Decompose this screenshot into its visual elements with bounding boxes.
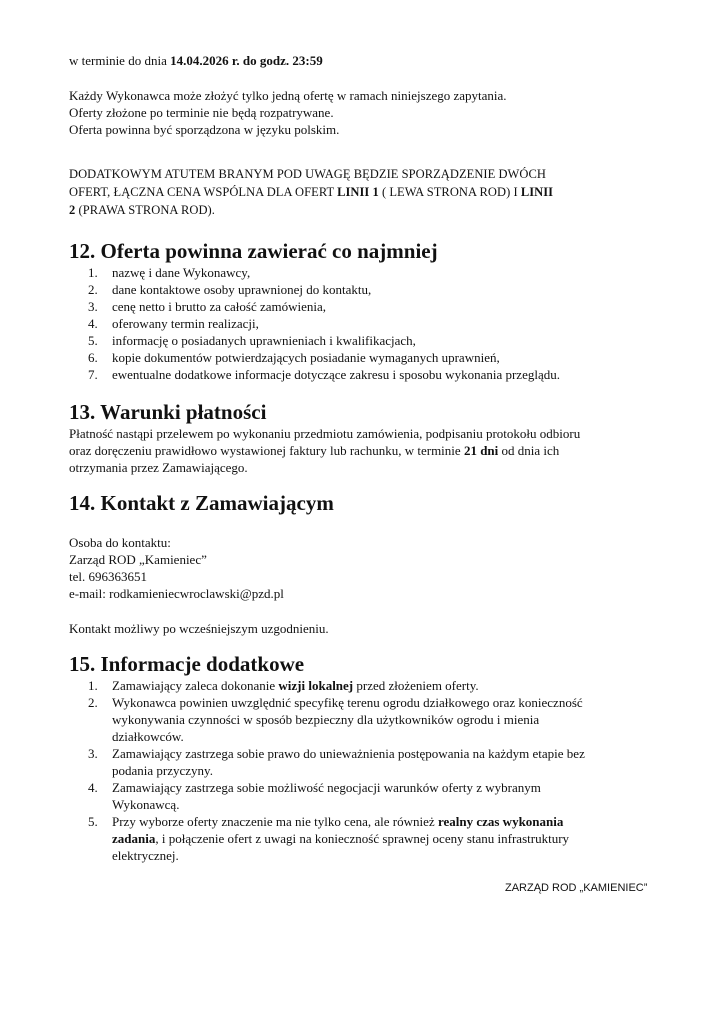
list-item — [69, 315, 560, 332]
list-item-number: 1. — [88, 678, 98, 693]
contact-phone: tel. 696363651 — [69, 569, 147, 584]
list-item-number: 5. — [88, 333, 98, 348]
list-item-number: 5. — [88, 814, 98, 829]
list-item-number: 4. — [88, 316, 98, 331]
section-15-heading: 15. Informacje dodatkowe — [69, 652, 305, 676]
bonus-note-text-c: (PRAWA STRONA ROD). — [75, 203, 215, 217]
execution-time-emphasis: realny czas wykonania — [437, 814, 564, 829]
payment-line-2 — [69, 442, 559, 459]
bonus-note-text-a: OFERT, ŁĄCZNA CENA WSPÓLNA DLA OFERT — [69, 185, 338, 199]
list-item-text: elektrycznej. — [112, 848, 179, 863]
list-item-text: Zamawiający zaleca dokonanie — [112, 678, 279, 693]
list-item-text: kopie dokumentów potwierdzających posiadanie wymaganych uprawnień, — [112, 350, 500, 365]
list-item — [69, 332, 560, 349]
list-item-number: 3. — [88, 746, 98, 761]
list-item — [69, 813, 585, 864]
list-item-number: 1. — [88, 265, 98, 280]
list-item — [69, 677, 585, 694]
bonus-note-line2-number: 2 — [69, 203, 76, 217]
list-item-number: 6. — [88, 350, 98, 365]
bonus-note-line-1: DODATKOWYM ATUTEM BRANYM POD UWAGĘ BĘDZIE SPORZĄDZENIE DWÓCH — [69, 167, 546, 181]
list-item-text: przed złożeniem oferty. — [353, 678, 479, 693]
list-item-text: informację o posiadanych uprawnieniach i kwalifikacjach, — [112, 333, 416, 348]
deadline-line — [69, 52, 323, 69]
list-item-text: działkowców. — [112, 729, 184, 744]
list-item-text: , i połączenie ofert z uwagi na konieczność sprawnej oceny stanu infrastruktury — [155, 831, 570, 846]
bonus-note-line-3 — [69, 202, 215, 219]
intro-line-1: Każdy Wykonawca może złożyć tylko jedną ofertę w ramach niniejszego zapytania. — [69, 88, 507, 103]
section-14-heading: 14. Kontakt z Zamawiającym — [69, 491, 334, 515]
list-item-text: Zamawiający zastrzega sobie możliwość negocjacji warunków oferty z wybranym — [112, 780, 541, 795]
list-item-number: 3. — [88, 299, 98, 314]
list-item — [69, 745, 585, 779]
list-item — [69, 264, 560, 281]
list-item-text: nazwę i dane Wykonawcy, — [112, 265, 251, 280]
signature: ZARZĄD ROD „KAMIENIEC” — [505, 882, 648, 894]
list-item — [69, 694, 585, 745]
list-item-text: Przy wyborze oferty znaczenie ma nie tylko cena, ale również — [112, 814, 438, 829]
list-item-text: dane kontaktowe osoby uprawnionej do kontaktu, — [112, 282, 372, 297]
section-12-heading: 12. Oferta powinna zawierać co najmniej — [69, 239, 438, 263]
list-item-text: Wykonawca powinien uwzględnić specyfikę terenu ogrodu działkowego oraz konieczność — [112, 695, 583, 710]
payment-line-2-end: od dnia ich — [498, 443, 560, 458]
list-item-number: 7. — [88, 367, 98, 382]
list-item-text: podania przyczyny. — [112, 763, 213, 778]
contact-name: Zarząd ROD „Kamieniec” — [69, 552, 207, 567]
payment-line-1: Płatność nastąpi przelewem po wykonaniu przedmiotu zamówienia, podpisaniu protokołu odbioru — [69, 426, 581, 441]
intro-line-2: Oferty złożone po terminie nie będą rozpatrywane. — [69, 105, 334, 120]
section-13-heading: 13. Warunki płatności — [69, 400, 267, 424]
list-item-text: Zamawiający zastrzega sobie prawo do unieważnienia postępowania na każdym etapie bez — [112, 746, 585, 761]
list-item-number: 4. — [88, 780, 98, 795]
list-item — [69, 281, 560, 298]
list-item-text: cenę netto i brutto za całość zamówienia, — [112, 299, 327, 314]
list-item-text — [112, 830, 585, 847]
list-item — [69, 779, 585, 813]
payment-line-3: otrzymania przez Zamawiającego. — [69, 460, 248, 475]
site-visit-emphasis: wizji lokalnej — [278, 678, 354, 693]
payment-line-2-text: oraz doręczeniu prawidłowo wystawionej faktury lub rachunku, w terminie — [69, 443, 464, 458]
list-item-number: 2. — [88, 282, 98, 297]
section-15-list — [69, 677, 585, 864]
list-item-text: ewentualne dodatkowe informacje dotyczące zakresu i sposobu wykonania przeglądu. — [112, 367, 560, 382]
task-emphasis: zadania — [112, 831, 156, 846]
list-item-number: 2. — [88, 695, 98, 710]
bonus-note-text-b: ( LEWA STRONA ROD) I — [378, 185, 521, 199]
deadline-prefix: w terminie do dnia — [69, 53, 171, 68]
bonus-note-line1-label: LINII 1 — [337, 185, 379, 199]
intro-line-3: Oferta powinna być sporządzona w języku polskim. — [69, 122, 340, 137]
payment-days: 21 dni — [463, 443, 499, 458]
bonus-note-line2-label: LINII — [520, 185, 554, 199]
deadline-date: 14.04.2026 r. do godz. 23:59 — [170, 53, 323, 68]
contact-email: e-mail: rodkamieniecwroclawski@pzd.pl — [69, 586, 284, 601]
contact-note: Kontakt możliwy po wcześniejszym uzgodnieniu. — [69, 621, 329, 636]
list-item — [69, 298, 560, 315]
bonus-note-line-2 — [69, 184, 553, 201]
list-item-text: wykonywania czynności w sposób bezpieczny dla użytkowników ogrodu i mienia — [112, 712, 540, 727]
contact-label: Osoba do kontaktu: — [69, 535, 171, 550]
list-item-text — [112, 813, 585, 830]
list-item — [69, 366, 560, 383]
list-item-text: oferowany termin realizacji, — [112, 316, 259, 331]
list-item — [69, 349, 560, 366]
list-item-text: Wykonawcą. — [112, 797, 180, 812]
section-12-list — [69, 264, 560, 383]
